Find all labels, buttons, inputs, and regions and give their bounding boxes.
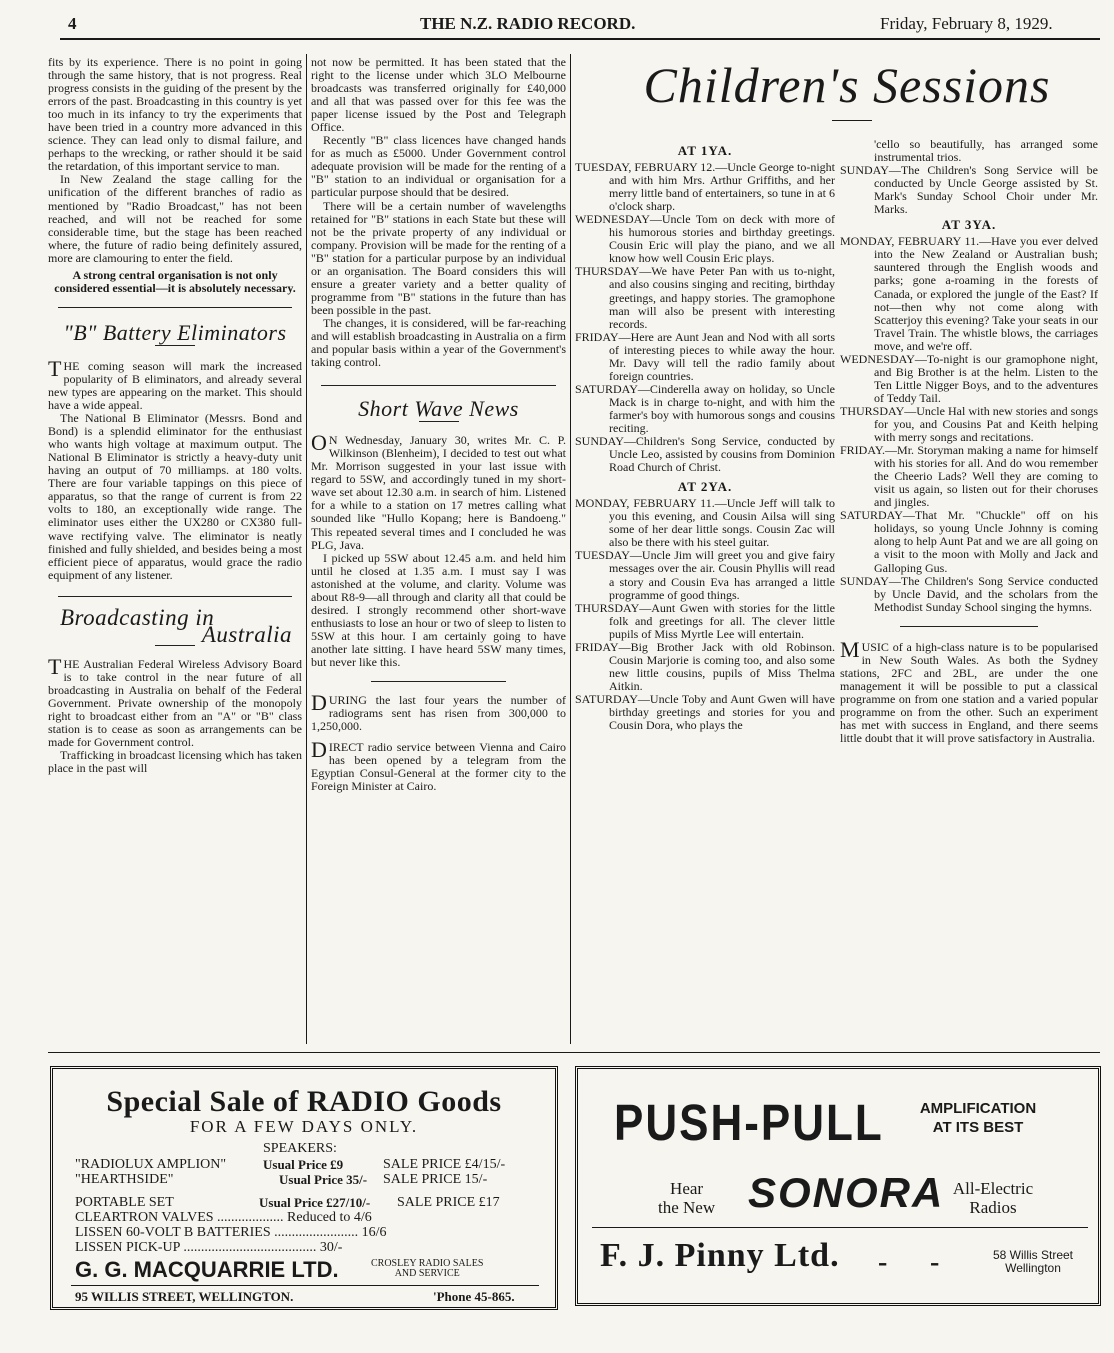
session-entry: THURSDAY—Aunt Gwen with stories for the little folk and greetings for all. The clever little pupils of Miss Myrtle Lee will entertain.: [575, 600, 835, 641]
session-entry: SUNDAY—The Children's Song Service conducted by Uncle David, and the scholars from the Methodist Sunday School singing the hymns.: [840, 573, 1098, 614]
crosley-line: AND SERVICE: [394, 1268, 460, 1279]
ad-rule: [71, 1285, 539, 1286]
addr-line: 58 Willis Street: [992, 1248, 1074, 1262]
all-electric-text: [938, 1179, 1048, 1217]
crosley-line: CROSLEY RADIO SALES: [371, 1258, 484, 1269]
amplification-text: [898, 1099, 1058, 1137]
title-rule: [419, 421, 459, 422]
title-rule: [155, 645, 195, 646]
article-paragraph: USIC of a high-class nature is to be popularised in New South Wales. As both the Sydney stations, 2FC and 2BL, are under the one management it will be possible to put a classical programme on from one station and a varied popular programme on from the other. Such an experiment has met with success in England, and there seems little doubt that it will prove satisfactory in Australia.: [840, 639, 1098, 746]
hear-line: Hear: [670, 1179, 704, 1198]
publication-title: THE N.Z. RADIO RECORD.: [420, 14, 636, 33]
amp-line: AMPLIFICATION: [919, 1100, 1037, 1117]
bold-statement: A strong central organisation is not only considered essential—it is absolutely necessary.: [54, 267, 296, 295]
usual-price: Usual Price 35/-: [279, 1172, 368, 1187]
article-paragraph: The changes, it is considered, will be far-reaching and will establish broadcasting in Australia on a firm and popular basis within a year of the Government's taking control.: [311, 315, 566, 370]
article-paragraph: Trafficking in broadcast licensing which has taken place in the past will: [48, 748, 302, 776]
session-entry: FRIDAY—Here are Aunt Jean and Nod with all sorts of interesting pieces to while away the hour. Mr. Davy will tell the radio family about foreign countries.: [575, 329, 835, 383]
dropcap: D: [311, 690, 327, 716]
dash-separator: -: [878, 1247, 888, 1278]
broadcasting-title-line1: Broadcasting in: [60, 604, 215, 630]
dropcap: D: [311, 737, 327, 763]
addr-line: Wellington: [1005, 1261, 1061, 1275]
ad-headline: Special Sale of RADIO Goods: [106, 1085, 502, 1118]
session-entry: SATURDAY—Uncle Toby and Aunt Gwen will have birthday greetings and stories for you and Cousin Dora, who plays the: [575, 691, 835, 733]
allel-line: Radios: [969, 1198, 1017, 1217]
session-entry: WEDNESDAY—Uncle Tom on deck with more of his humorous stories and birthday greetings. Cousin Eric will play the piano, and we all know how well Cousin Eric plays.: [575, 212, 835, 266]
ad-rule: [592, 1227, 1088, 1228]
ad-subhead: FOR A FEW DAYS ONLY.: [189, 1117, 419, 1136]
company-name: G. G. MACQUARRIE LTD.: [75, 1257, 339, 1282]
session-entry-continuation: 'cello so beautifully, has arranged some instrumental trios.: [874, 138, 1098, 165]
article-paragraph: URING the last four years the number of radiograms sent has risen from 300,000 to 1,250,000.: [311, 693, 566, 734]
ads-rule: [48, 1052, 1100, 1053]
session-entry: SUNDAY—Children's Song Service, conducted by Uncle Leo, assisted by cousins from Dominion Road Church of Christ.: [575, 434, 835, 475]
column-divider: [306, 54, 307, 1044]
title-rule: [832, 120, 872, 121]
article-paragraph: HE coming season will mark the increased popularity of B eliminators, and already several new types are appearing on the market. This should have a wide appeal.: [48, 358, 302, 413]
issue-date: Friday, February 8, 1929.: [880, 14, 1053, 33]
section-rule: [321, 385, 556, 386]
article-paragraph: In New Zealand the stage calling for the unification of the different branches of radio as mentioned by "Radio Broadcast," has not been reached, and will not be reached for some considerable time, but the stage has been reached where, the future of radio being definitely assured, more are clamouring to enter the field.: [48, 172, 302, 265]
article-paragraph: HE Australian Federal Wireless Advisory Board is to take control in the near future of all broadcasting in Australia on behalf of the Federal Government. Private ownership of the monopoly right to broadcast either from an "A" or "B" class station is to cease as soon as arrangements can be made for Government control.: [48, 656, 302, 750]
header-rule: [60, 38, 1100, 40]
sale-price: SALE PRICE 15/-: [383, 1172, 488, 1187]
item-line: LISSEN 60-VOLT B BATTERIES ........................ 16/6: [75, 1225, 387, 1240]
b-battery-title: "B" Battery Eliminators: [63, 319, 287, 345]
session-entry: SATURDAY—Cinderella away on holiday, so Uncle Mack is in charge to-night, and with him the farmer's boy with humorous songs and cousins reciting.: [575, 381, 835, 435]
column-3: [575, 138, 835, 1048]
ad-push-pull: [575, 1066, 1101, 1306]
hear-the-new: [658, 1179, 715, 1217]
session-entry: THURSDAY—Uncle Hal with new stories and songs for you, and Cousins Pat and Keith helping with merry songs and recitations.: [840, 403, 1098, 445]
company-phone: 'Phone 45-865.: [433, 1289, 515, 1304]
speakers-label: SPEAKERS:: [263, 1141, 337, 1156]
hear-line: the New: [658, 1198, 716, 1217]
session-entry: TUESDAY—Uncle Jim will greet you and give fairy messages over the air. Cousin Phyllis will read a story and Cousin Eva has arranged a little programme of good things.: [575, 548, 835, 602]
pinny-company: F. J. Pinny Ltd.: [600, 1237, 840, 1274]
station-heading-2ya: AT 2YA.: [677, 479, 733, 495]
station-heading-3ya: AT 3YA.: [941, 217, 997, 233]
station-heading-1ya: AT 1YA.: [677, 143, 733, 158]
dropcap: O: [311, 430, 327, 456]
item-name: "RADIOLUX AMPLION": [75, 1157, 227, 1172]
article-paragraph: Recently "B" class licences have changed hands for as much as £5000. Under Government control adequate provision will be made for the renting of a "B" station to an individual or organisation for a particular purpose should that be desired.: [311, 133, 566, 200]
company-address: 95 WILLIS STREET, WELLINGTON.: [75, 1289, 294, 1304]
sonora-brand: SONORA: [748, 1169, 945, 1216]
column-4: [840, 138, 1098, 1048]
article-paragraph: I picked up 5SW about 12.45 a.m. and held him until he closed at 1.35 a.m. I must say I was astonished at the volume, and clarity. Volume was about R8-9—all through and clarity all that could be desired. I strongly recommend other short-wave enthusiasts to lose an hour or two of sleep to listen to 5SW at this hour. I am certainly going to have another late sitting. I have heard 5SW many times, but never like this.: [311, 550, 566, 669]
session-entry: TUESDAY, FEBRUARY 12.—Uncle George to-night and with him Mrs. Arthur Griffiths, and her merry little band of entertainers, so tune in at 6 o'clock sharp.: [575, 160, 835, 214]
session-entry: THURSDAY—We have Peter Pan with us to-night, and also cousins singing and reciting, birthday greetings, and happy stories. The gramophone man will also be present with interesting records.: [575, 264, 835, 331]
article-paragraph: not now be permitted. It has been stated that the right to the license under which 3LO Melbourne broadcasts was transferred originally for £40,000 and all that was passed over for this fee was the paper license issued by the Post and Telegraph Office.: [311, 56, 566, 135]
article-paragraph: IRECT radio service between Vienna and Cairo has been opened by a telegram from the Egyptian Consul-General at the former city to the Foreign Minister at Cairo.: [311, 740, 566, 794]
crosley-note: [371, 1259, 483, 1279]
column-divider: [570, 54, 571, 1044]
sale-price: SALE PRICE £4/15/-: [383, 1157, 506, 1172]
dropcap: T: [48, 355, 62, 381]
dropcap: M: [840, 636, 860, 662]
session-entry: FRIDAY.—Mr. Storyman making a name for himself with his stories for all. And do wou remember the Cheerio Lads? Well they are coming to visit us again, so listen out for their choruses and jingles.: [840, 443, 1098, 510]
push-pull-headline: PUSH-PULL: [614, 1095, 884, 1152]
dash-separator: -: [930, 1247, 940, 1278]
page-number: 4: [68, 14, 77, 33]
usual-price: Usual Price £27/10/-: [259, 1195, 371, 1210]
section-rule: [371, 681, 506, 682]
pinny-address: [973, 1249, 1093, 1275]
session-entry: SATURDAY—That Mr. "Chuckle" off on his holidays, so young Uncle Johnny is coming along to help Aunt Pat and we are all going on a visit to the moon with Molly and Jack and Galloping Gus.: [840, 508, 1098, 575]
section-rule: [58, 596, 292, 597]
ad-special-sale: [50, 1066, 558, 1310]
short-wave-title: Short Wave News: [358, 396, 519, 422]
article-paragraph: The National B Eliminator (Messrs. Bond and Bond) is a splendid eliminator for the enthusiast who wants high voltage at maximum output. The National B Eliminator is strictly a heavy-duty unit having an output of 70 milliamps. at 180 volts. There are four variable tappings on this piece of apparatus, so that the range of current is from 22 volts to 180, an exceptionally wide range. The eliminator uses either the UX280 or CX380 full-wave rectifying valve. The eliminator is neatly finished and fully shielded, and besides being a most efficient piece of apparatus, would grace the radio equipment of any listener.: [48, 411, 302, 582]
section-rule: [58, 307, 292, 308]
item-line: LISSEN PICK-UP ...................................... 30/-: [75, 1240, 343, 1255]
article-paragraph: fits by its experience. There is no point in going through the same history, that is not progress. Real progress consists in the guiding of the present by the errors of the past. Broadcasting in this country is yet too much in its infancy to try the experiments that have been tried in a country more advanced in this science. They can lead only to dismal failure, and perhaps to the wrecking, or rather should it be said the retardation, of this important service to man.: [48, 56, 302, 174]
childrens-sessions-title: Children's Sessions: [643, 57, 1051, 113]
article-paragraph: N Wednesday, January 30, writes Mr. C. P. Wilkinson (Blenheim), I decided to test out what Mr. Morrison suggested in your last issue with regard to 5SW, and accordingly tuned in my short-wave set about 12.30 a.m. in search of him. Listened for a while to a station on 17 metres calling what sounded like "Hullo Kopang; here is Bandoeng." This repeated several times and I concluded he was PLG, Java.: [311, 433, 566, 552]
section-rule: [900, 626, 1038, 627]
item-name: "HEARTHSIDE": [75, 1172, 174, 1187]
item-line: CLEARTRON VALVES ................... Reduced to 4/6: [75, 1210, 372, 1225]
broadcasting-title-line2: Australia: [201, 621, 292, 647]
sale-price: SALE PRICE £17: [397, 1195, 500, 1210]
usual-price: Usual Price £9: [263, 1157, 344, 1172]
item-name: PORTABLE SET: [75, 1195, 174, 1210]
session-entry: MONDAY, FEBRUARY 11.—Have you ever delved into the New Zealand or Australian bush; sauntered through the English woods and parks; gone a-roaming in the forests of Canada, or explored the jungle of the East? If not—then why not come along with Scatterjoy this evening? Take your seats in our Travel Train. The whistle blows, the carriages move, and we're off.: [840, 234, 1098, 353]
article-paragraph: There will be a certain number of wavelengths retained for "B" stations in each State but these will not be the private property of any individual or company. Provision will be made for the renting of a "B" station for a particular purpose by an individual or an organisation. The Board considers this will ensure a greater variety and a better quality of programme from "B" stations in the future than has been possible in the past.: [311, 198, 566, 317]
title-rule: [155, 345, 195, 346]
amp-line: AT ITS BEST: [932, 1119, 1024, 1136]
dropcap: T: [48, 653, 62, 679]
allel-line: All-Electric: [952, 1179, 1034, 1198]
column-2: [311, 56, 566, 1046]
session-entry: FRIDAY—Big Brother Jack with old Robinson. Cousin Marjorie is coming too, and also some new little cousins, pupils of Miss Thelma Aitkin.: [575, 639, 835, 693]
session-entry: WEDNESDAY—To-night is our gramophone night, and Big Brother is at the helm. Listen to the Ten Little Nigger Boys, and to the adventures of Teddy Tail.: [840, 351, 1098, 405]
column-1: [48, 56, 302, 1046]
session-entry: SUNDAY—The Children's Song Service will be conducted by Uncle George assisted by St. Mark's Sunday School Choir under Mr. Marks.: [840, 163, 1098, 217]
session-entry: MONDAY, FEBRUARY 11.—Uncle Jeff will talk to you this evening, and Cousin Ailsa will sing some of her dear little songs. Cousin Zac will also be there with his steel guitar.: [575, 496, 835, 550]
